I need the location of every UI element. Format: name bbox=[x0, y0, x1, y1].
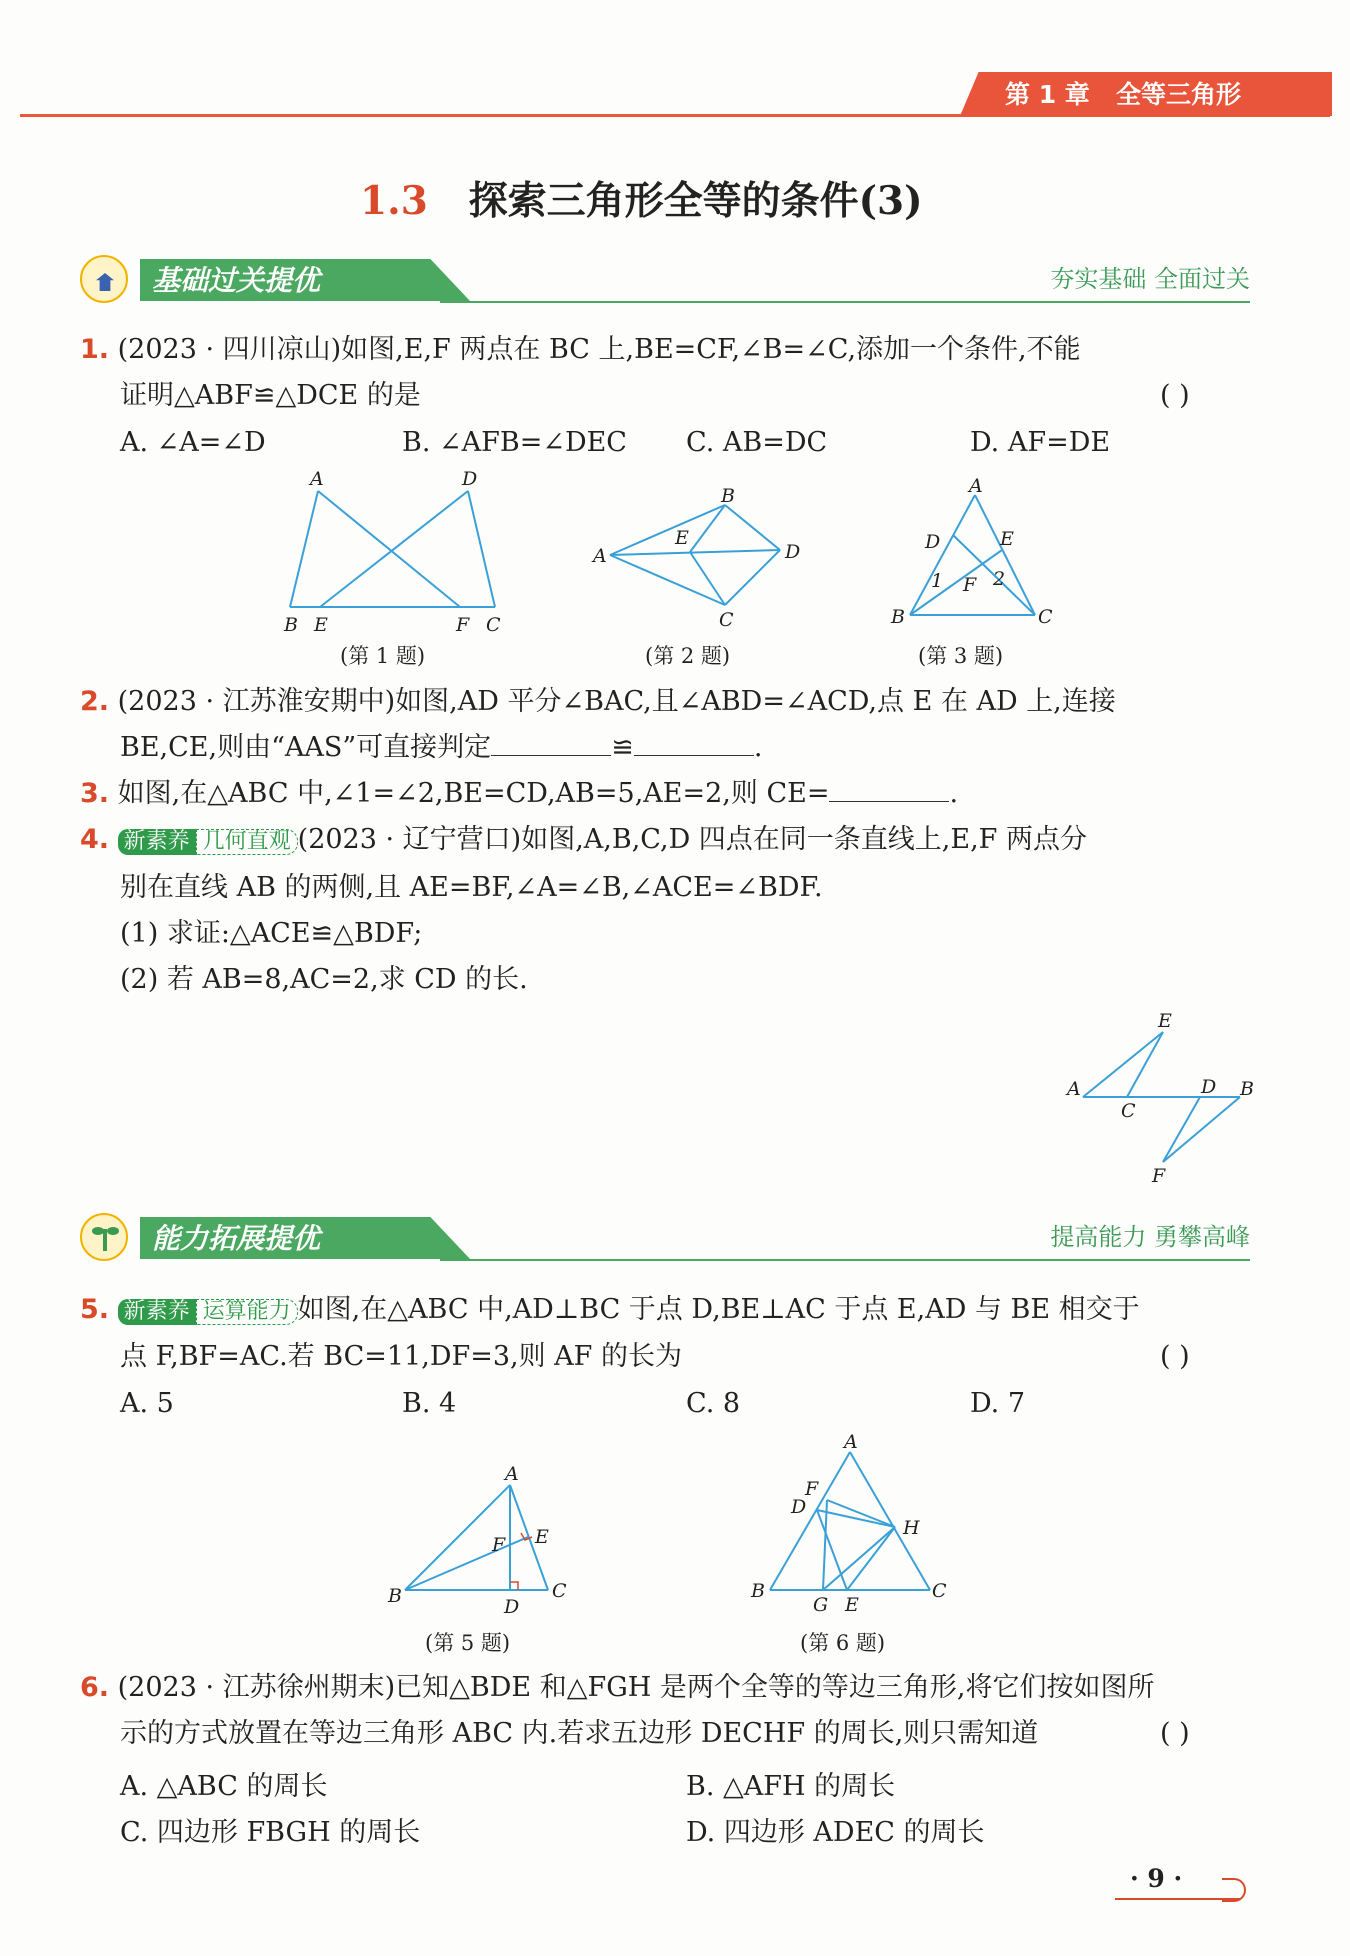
label: B bbox=[891, 606, 905, 628]
question-text: 如图,在△ABC 中,∠1=∠2,BE=CD,AB=5,AE=2,则 CE= bbox=[117, 778, 830, 809]
label: C bbox=[1121, 1100, 1136, 1122]
question-5 bbox=[80, 1296, 1140, 1325]
question-5-line2: 点 F,BF=AC.若 BC=11,DF=3,则 AF 的长为 bbox=[120, 1341, 682, 1372]
bulb-icon bbox=[80, 255, 128, 303]
question-number: 4. bbox=[80, 824, 110, 855]
label: G bbox=[813, 1594, 829, 1616]
label: E bbox=[314, 614, 328, 635]
question-4-line2: 别在直线 AB 的两侧,且 AE=BF,∠A=∠B,∠ACE=∠BDF. bbox=[120, 872, 823, 903]
label: F bbox=[963, 574, 977, 596]
answer-paren: ( ) bbox=[1160, 1341, 1190, 1372]
label: B bbox=[284, 614, 298, 635]
question-number: 2. bbox=[80, 686, 110, 717]
caption-fig6: (第 6 题) bbox=[800, 1631, 886, 1655]
answer-blank[interactable] bbox=[491, 735, 611, 756]
section-title: 探索三角形全等的条件(3) bbox=[468, 178, 923, 224]
label: A bbox=[969, 475, 983, 497]
option-d: D. 7 bbox=[970, 1388, 1026, 1419]
section-banner-basic bbox=[80, 255, 1250, 303]
label: B bbox=[751, 1580, 765, 1602]
section-label-basic: 基础过关提优 bbox=[152, 264, 321, 297]
option-a: A. ∠A=∠D bbox=[120, 427, 266, 458]
question-2-line2: BE,CE,则由“AAS”可直接判定 ≌ . bbox=[120, 732, 763, 763]
figure-4 bbox=[1055, 1000, 1265, 1190]
figure-2 bbox=[585, 480, 815, 630]
answer-blank[interactable] bbox=[829, 781, 949, 802]
label: C bbox=[486, 614, 501, 635]
option-a: A. 5 bbox=[120, 1388, 174, 1419]
label: C bbox=[552, 1580, 567, 1602]
label: A bbox=[1067, 1078, 1081, 1100]
label: D bbox=[791, 1496, 807, 1518]
figure-1 bbox=[270, 465, 510, 635]
label: 2 bbox=[993, 568, 1006, 590]
option-b: B. ∠AFB=∠DEC bbox=[402, 427, 627, 458]
answer-paren: ( ) bbox=[1160, 1718, 1190, 1749]
answer-blank[interactable] bbox=[634, 735, 754, 756]
label: D bbox=[785, 541, 801, 563]
label: B bbox=[721, 485, 735, 507]
question-1-line2: 证明△ABF≌△DCE 的是 bbox=[120, 380, 421, 411]
question-number: 1. bbox=[80, 334, 110, 365]
figure-6 bbox=[745, 1430, 965, 1620]
label: F bbox=[805, 1478, 819, 1500]
section-motto-advanced: 提高能力 勇攀高峰 bbox=[1050, 1223, 1250, 1251]
chapter-label bbox=[1005, 82, 1241, 107]
section-banner-advanced bbox=[80, 1213, 1250, 1261]
label: A bbox=[505, 1463, 519, 1485]
question-6-line2: 示的方式放置在等边三角形 ABC 内.若求五边形 DECHF 的周长,则只需知道 bbox=[120, 1718, 1039, 1749]
option-a: A. △ABC 的周长 bbox=[120, 1771, 328, 1802]
section-label-advanced: 能力拓展提优 bbox=[152, 1222, 321, 1255]
option-c: C. 8 bbox=[686, 1388, 741, 1419]
label: E bbox=[1158, 1010, 1172, 1032]
label: A bbox=[310, 468, 324, 490]
question-text: (2023 · 江苏徐州期末)已知△BDE 和△FGH 是两个全等的等边三角形,将它们按如图所 bbox=[117, 1672, 1155, 1703]
label: E bbox=[675, 527, 689, 549]
figure-3 bbox=[885, 475, 1065, 635]
question-6 bbox=[80, 1674, 1155, 1701]
label: 1 bbox=[931, 570, 944, 592]
option-b: B. △AFH 的周长 bbox=[686, 1771, 896, 1802]
question-text: (2023 · 江苏淮安期中)如图,AD 平分∠BAC,且∠ABD=∠ACD,点 E 在 AD 上,连接 bbox=[117, 686, 1116, 717]
label: D bbox=[1201, 1076, 1217, 1098]
section-number: 1.3 bbox=[360, 178, 428, 224]
caption-fig5: (第 5 题) bbox=[425, 1631, 511, 1655]
label: C bbox=[1038, 606, 1053, 628]
question-4 bbox=[80, 826, 1087, 855]
question-text: (2023 · 辽宁营口)如图,A,B,C,D 四点在同一条直线上,E,F 两点分 bbox=[297, 824, 1087, 855]
answer-paren: ( ) bbox=[1160, 380, 1190, 411]
label: B bbox=[1240, 1078, 1254, 1100]
label: B bbox=[388, 1585, 402, 1607]
question-number: 3. bbox=[80, 778, 110, 809]
caption-fig3: (第 3 题) bbox=[918, 644, 1004, 668]
option-c: C. AB=DC bbox=[686, 427, 828, 458]
question-2 bbox=[80, 688, 1116, 715]
label: H bbox=[903, 1517, 920, 1539]
label: E bbox=[845, 1594, 859, 1616]
option-c: C. 四边形 FBGH 的周长 bbox=[120, 1817, 421, 1848]
label: E bbox=[535, 1526, 549, 1548]
badge-tag: 运算能力 bbox=[196, 1299, 298, 1325]
option-b: B. 4 bbox=[402, 1388, 457, 1419]
label: A bbox=[593, 545, 607, 567]
badge-new-literacy: 新素养 bbox=[118, 1299, 196, 1325]
section-motto-basic: 夯实基础 全面过关 bbox=[1050, 265, 1250, 293]
label: F bbox=[456, 614, 470, 635]
figure-5 bbox=[380, 1460, 580, 1620]
label: F bbox=[1152, 1165, 1166, 1187]
question-number: 6. bbox=[80, 1672, 110, 1703]
label: A bbox=[844, 1431, 858, 1453]
question-4-part1: (1) 求证:△ACE≌△BDF; bbox=[120, 918, 423, 949]
caption-fig1: (第 1 题) bbox=[340, 644, 426, 668]
question-4-part2: (2) 若 AB=8,AC=2,求 CD 的长. bbox=[120, 964, 528, 995]
label: F bbox=[492, 1534, 506, 1556]
question-number: 5. bbox=[80, 1294, 110, 1325]
label: D bbox=[504, 1596, 520, 1618]
chapter-number: 第 1 章 bbox=[1005, 80, 1090, 109]
caption-fig2: (第 2 题) bbox=[645, 644, 731, 668]
page-number: · 9 · bbox=[1130, 1864, 1183, 1893]
page-curl-icon bbox=[1222, 1878, 1246, 1902]
question-3: 3. 如图,在△ABC 中,∠1=∠2,BE=CD,AB=5,AE=2,则 CE= . bbox=[80, 778, 959, 809]
chapter-title: 全等三角形 bbox=[1115, 80, 1241, 109]
page-title bbox=[360, 170, 923, 226]
label: C bbox=[932, 1580, 947, 1602]
label: D bbox=[925, 531, 941, 553]
badge-new-literacy: 新素养 bbox=[118, 829, 196, 855]
label: C bbox=[719, 609, 734, 630]
option-d: D. 四边形 ADEC 的周长 bbox=[686, 1817, 985, 1848]
question-1 bbox=[80, 336, 1081, 363]
label: E bbox=[1000, 528, 1014, 550]
option-d: D. AF=DE bbox=[970, 427, 1111, 458]
sprout-icon bbox=[80, 1213, 128, 1261]
badge-tag: 几何直观 bbox=[196, 829, 298, 855]
label: D bbox=[462, 468, 478, 490]
question-text: 如图,在△ABC 中,AD⊥BC 于点 D,BE⊥AC 于点 E,AD 与 BE 相交于 bbox=[297, 1294, 1140, 1325]
question-text: (2023 · 四川凉山)如图,E,F 两点在 BC 上,BE=CF,∠B=∠C,添加一个条件,不能 bbox=[117, 334, 1081, 365]
